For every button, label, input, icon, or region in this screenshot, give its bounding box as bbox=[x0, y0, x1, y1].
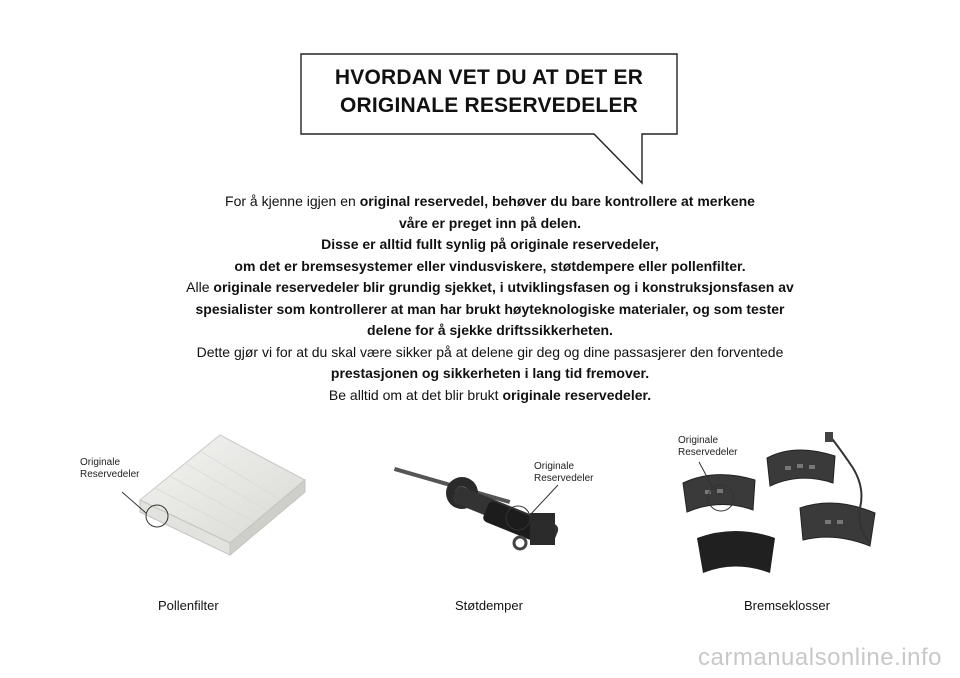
callout-line: Originale bbox=[678, 435, 719, 446]
text-line-10 bbox=[120, 385, 860, 407]
callout-line: Originale bbox=[80, 457, 121, 468]
text-line-3 bbox=[120, 234, 860, 256]
text-line-4 bbox=[120, 256, 860, 278]
text-bold: original reservedel, behøver du bare kontrollere at merkene bbox=[359, 193, 755, 209]
caption-bremseklosser: Bremseklosser bbox=[744, 598, 830, 613]
text-span: Be alltid om at det blir brukt bbox=[328, 386, 503, 403]
title-line-2: ORIGINALE RESERVEDELER bbox=[339, 94, 639, 117]
text-bold: spesialister som kontrollerer at man har brukt høyteknologiske materialer, og som tester bbox=[195, 300, 785, 317]
text-bold: Disse er alltid fullt synlig på originale reservedeler, bbox=[321, 236, 659, 252]
text-span: Alle bbox=[186, 279, 214, 295]
text-bold: våre er preget inn på delen. bbox=[398, 214, 582, 231]
callout-label-shock bbox=[534, 461, 593, 485]
caption-pollenfilter: Pollenfilter bbox=[158, 598, 219, 613]
text-bold: originale reservedeler blir grundig sjekket, i utviklingsfasen og i konstruksjonsfasen av bbox=[213, 279, 794, 295]
text-bold: om det er bremsesystemer eller vindusviskere, støtdempere eller pollenfilter. bbox=[234, 257, 746, 274]
caption-stotdemper: Støtdemper bbox=[455, 598, 523, 613]
text-line-7 bbox=[120, 320, 860, 342]
text-line-2 bbox=[120, 213, 860, 235]
watermark: carmanualsonline.info bbox=[698, 644, 942, 671]
text-bold: originale reservedeler. bbox=[502, 386, 652, 403]
text-line-6 bbox=[120, 299, 860, 321]
title-line-1: HVORDAN VET DU AT DET ER bbox=[334, 66, 644, 89]
text-line-1 bbox=[120, 191, 860, 213]
text-line-8: Dette gjør vi for at du skal være sikker på at delene gir deg og dine passasjerer den forventede bbox=[196, 343, 784, 360]
callout-line: Reservedeler bbox=[534, 473, 594, 484]
text-line-5 bbox=[120, 277, 860, 299]
text-bold: delene for å sjekke driftssikkerheten. bbox=[367, 322, 613, 338]
body-paragraph bbox=[120, 191, 860, 406]
text-line-9 bbox=[120, 363, 860, 385]
callout-line: Reservedeler bbox=[80, 469, 140, 480]
pollen-filter-image bbox=[70, 425, 320, 565]
text-span: For å kjenne igjen en bbox=[225, 193, 360, 209]
callout-label-brake bbox=[678, 435, 737, 459]
callout-label-filter bbox=[80, 457, 139, 481]
page-title bbox=[302, 64, 676, 120]
callout-line: Reservedeler bbox=[678, 447, 738, 458]
callout-line: Originale bbox=[534, 461, 575, 472]
text-bold: prestasjonen og sikkerheten i lang tid fremover. bbox=[330, 365, 650, 381]
